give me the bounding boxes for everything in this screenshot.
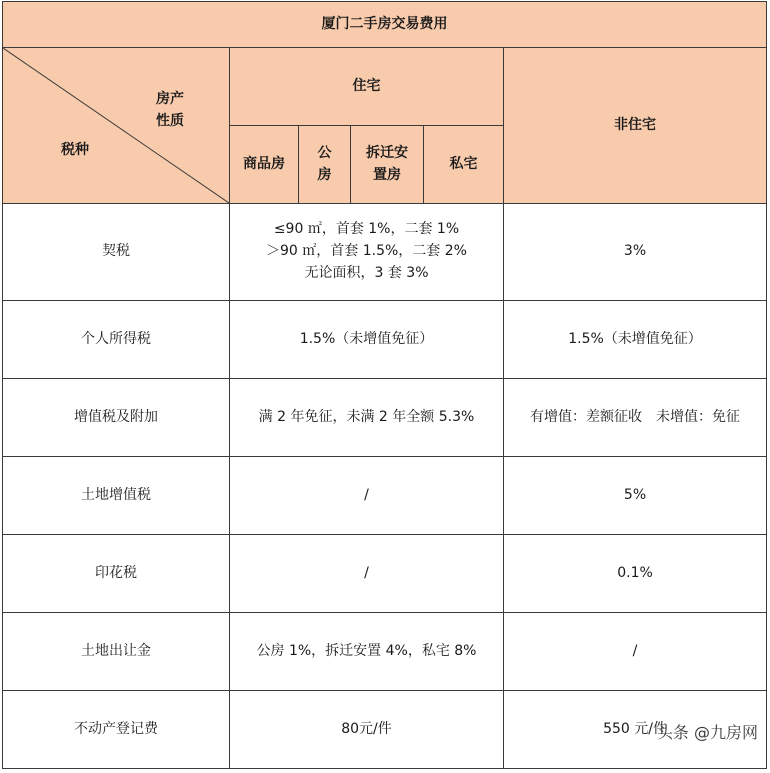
non-residential-value: 0.1% [504, 535, 767, 613]
sub-header-relocation: 拆迁安 置房 [351, 126, 424, 204]
table-row [3, 204, 767, 301]
table-row [3, 457, 767, 535]
sub-header-public: 公 房 [299, 126, 351, 204]
row-name: 增值税及附加 [3, 379, 230, 457]
table-row [3, 613, 767, 691]
row-name: 土地增值税 [3, 457, 230, 535]
residential-value: ≤90 ㎡，首套 1%，二套 1% ＞90 ㎡，首套 1.5%，二套 2% 无论面积，3 套 3% [230, 204, 504, 301]
residential-value: 公房 1%，拆迁安置 4%，私宅 8% [230, 613, 504, 691]
table-title: 厦门二手房交易费用 [3, 2, 767, 48]
non-residential-value: 有增值：差额征收 未增值：免征 [504, 379, 767, 457]
table-row [3, 301, 767, 379]
toutiao-logo: 头条 [656, 723, 689, 742]
watermark-text: @九房网 [693, 723, 758, 742]
table-row [3, 379, 767, 457]
corner-header-cell [3, 48, 230, 204]
residential-header: 住宅 [230, 48, 504, 126]
fee-table [2, 1, 767, 769]
table-row [3, 535, 767, 613]
sub-header-commercial: 商品房 [230, 126, 299, 204]
residential-value: / [230, 457, 504, 535]
residential-value: 80元/件 [230, 691, 504, 769]
row-name: 印花税 [3, 535, 230, 613]
residential-value: 满 2 年免征，未满 2 年全额 5.3% [230, 379, 504, 457]
non-residential-value: / [504, 613, 767, 691]
row-name: 契税 [3, 204, 230, 301]
residential-value: 1.5%（未增值免征） [230, 301, 504, 379]
non-residential-value: 550 元/件 [504, 691, 767, 769]
sub-header-private: 私宅 [424, 126, 504, 204]
tax-type-label: 税种 [61, 142, 89, 158]
property-nature-label: 房产 性质 [156, 91, 184, 130]
diagonal-line [3, 48, 229, 203]
row-name: 土地出让金 [3, 613, 230, 691]
watermark [657, 720, 758, 743]
non-residential-header: 非住宅 [504, 48, 767, 204]
non-residential-value: 1.5%（未增值免征） [504, 301, 767, 379]
residential-value: / [230, 535, 504, 613]
row-name: 个人所得税 [3, 301, 230, 379]
non-residential-value: 5% [504, 457, 767, 535]
table-row [3, 691, 767, 769]
non-residential-value: 3% [504, 204, 767, 301]
row-name: 不动产登记费 [3, 691, 230, 769]
